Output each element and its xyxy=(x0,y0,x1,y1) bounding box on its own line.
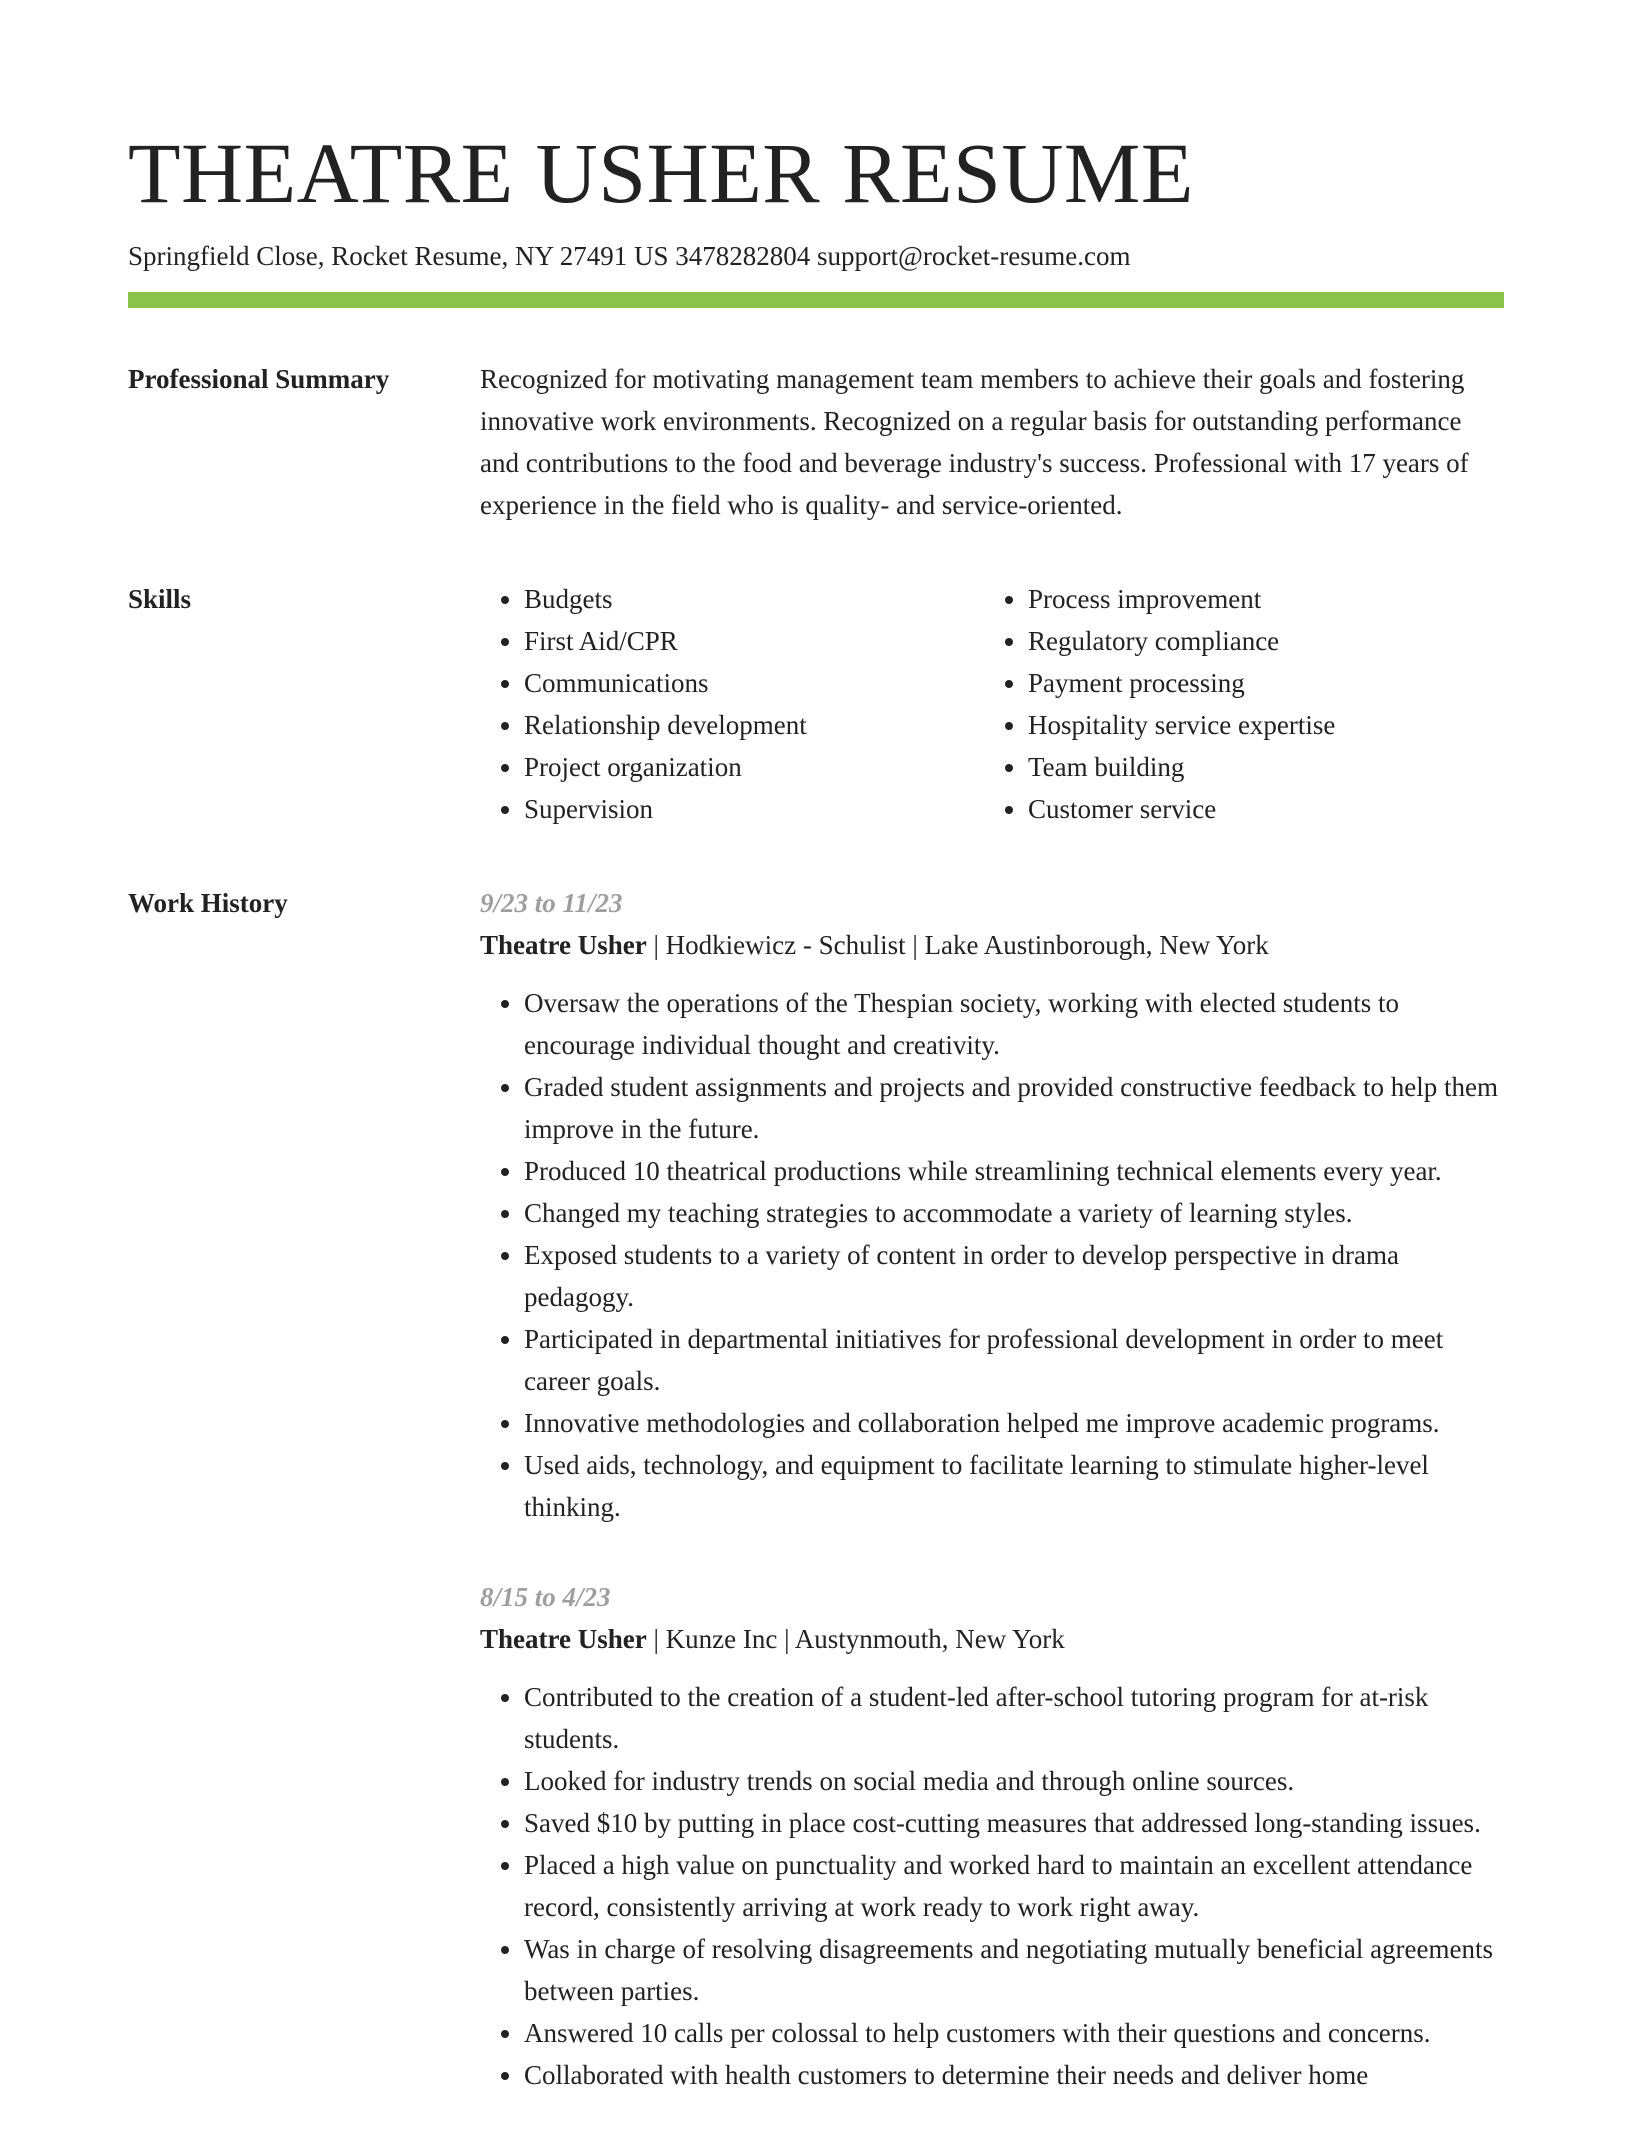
summary-body xyxy=(480,358,1504,526)
job-bullet: • Answered 10 calls per colossal to help customers with their questions and concerns. xyxy=(524,2012,1504,2054)
job-bullet: • Was in charge of resolving disagreements and negotiating mutually beneficial agreements between parties. xyxy=(524,1928,1504,2012)
skill-item: • Supervision xyxy=(524,788,984,830)
job-bullet: • Contributed to the creation of a student-led after-school tutoring program for at-risk students. xyxy=(524,1676,1504,1760)
skill-item: • Project organization xyxy=(524,746,984,788)
job-entry xyxy=(480,882,1504,1528)
job-bullet: • Changed my teaching strategies to accommodate a variety of learning styles. xyxy=(524,1192,1504,1234)
skills-list-right xyxy=(984,578,1488,830)
job-bullet: • Oversaw the operations of the Thespian society, working with elected students to encourage individual thought and creativity. xyxy=(524,982,1504,1066)
contact-line: Springfield Close, Rocket Resume, NY 27491 US 3478282804 support@rocket-resume.com xyxy=(128,241,1131,271)
job-title: Theatre Usher xyxy=(480,930,647,961)
job-dates: 8/15 to 4/23 xyxy=(480,1582,611,1613)
job-bullet: • Used aids, technology, and equipment to facilitate learning to stimulate higher-level thinking. xyxy=(524,1444,1504,1528)
work-history-body xyxy=(480,882,1504,2144)
section-label-work-history: Work History xyxy=(128,888,288,919)
job-title-line xyxy=(480,1618,1504,1660)
job-dates: 9/23 to 11/23 xyxy=(480,888,623,919)
job-details: | Hodkiewicz - Schulist | Lake Austinborough, New York xyxy=(646,930,1269,961)
job-title-line xyxy=(480,924,1504,966)
skill-item: • Regulatory compliance xyxy=(1028,620,1488,662)
skill-item: • Payment processing xyxy=(1028,662,1488,704)
job-entry xyxy=(480,1576,1504,2096)
job-bullet: • Collaborated with health customers to determine their needs and deliver home xyxy=(524,2054,1504,2096)
skill-item: • Team building xyxy=(1028,746,1488,788)
job-bullet: • Saved $10 by putting in place cost-cutting measures that addressed long-standing issues. xyxy=(524,1802,1504,1844)
job-details: | Kunze Inc | Austynmouth, New York xyxy=(646,1624,1065,1655)
skill-item: • Budgets xyxy=(524,578,984,620)
job-bullet: • Produced 10 theatrical productions while streamlining technical elements every year. xyxy=(524,1150,1504,1192)
skill-item: • Process improvement xyxy=(1028,578,1488,620)
header-divider xyxy=(128,292,1504,308)
summary-section xyxy=(128,358,1504,526)
skill-item: • Communications xyxy=(524,662,984,704)
job-bullet: • Graded student assignments and projects and provided constructive feedback to help them improve in the future. xyxy=(524,1066,1504,1150)
skills-section xyxy=(128,578,1504,830)
skills-list-left xyxy=(480,578,984,830)
section-label-summary: Professional Summary xyxy=(128,364,390,395)
section-label-skills: Skills xyxy=(128,584,192,615)
skill-item: • Hospitality service expertise xyxy=(1028,704,1488,746)
skill-item: • Relationship development xyxy=(524,704,984,746)
page-title: THEATRE USHER RESUME xyxy=(128,125,1194,221)
job-bullets xyxy=(480,982,1504,1528)
job-bullet: • Innovative methodologies and collaboration helped me improve academic programs. xyxy=(524,1402,1504,1444)
job-bullet: • Placed a high value on punctuality and worked hard to maintain an excellent attendance record, consistently arriving at work ready to work right away. xyxy=(524,1844,1504,1928)
job-bullet: • Exposed students to a variety of content in order to develop perspective in drama pedagogy. xyxy=(524,1234,1504,1318)
skill-item: • First Aid/CPR xyxy=(524,620,984,662)
work-history-section xyxy=(128,882,1504,2144)
skills-body xyxy=(480,578,1504,830)
skill-item: • Customer service xyxy=(1028,788,1488,830)
job-bullets xyxy=(480,1676,1504,2096)
job-bullet: • Looked for industry trends on social media and through online sources. xyxy=(524,1760,1504,1802)
summary-text: Recognized for motivating management team members to achieve their goals and fostering innovative work environments. Recognized on a regular basis for outstanding performance and contributions to the food and beverage industry's success. Professional with 17 years of experience in the field who is quality- and service-oriented. xyxy=(480,364,1469,521)
job-bullet: • Participated in departmental initiatives for professional development in order to meet career goals. xyxy=(524,1318,1504,1402)
job-title: Theatre Usher xyxy=(480,1624,647,1655)
